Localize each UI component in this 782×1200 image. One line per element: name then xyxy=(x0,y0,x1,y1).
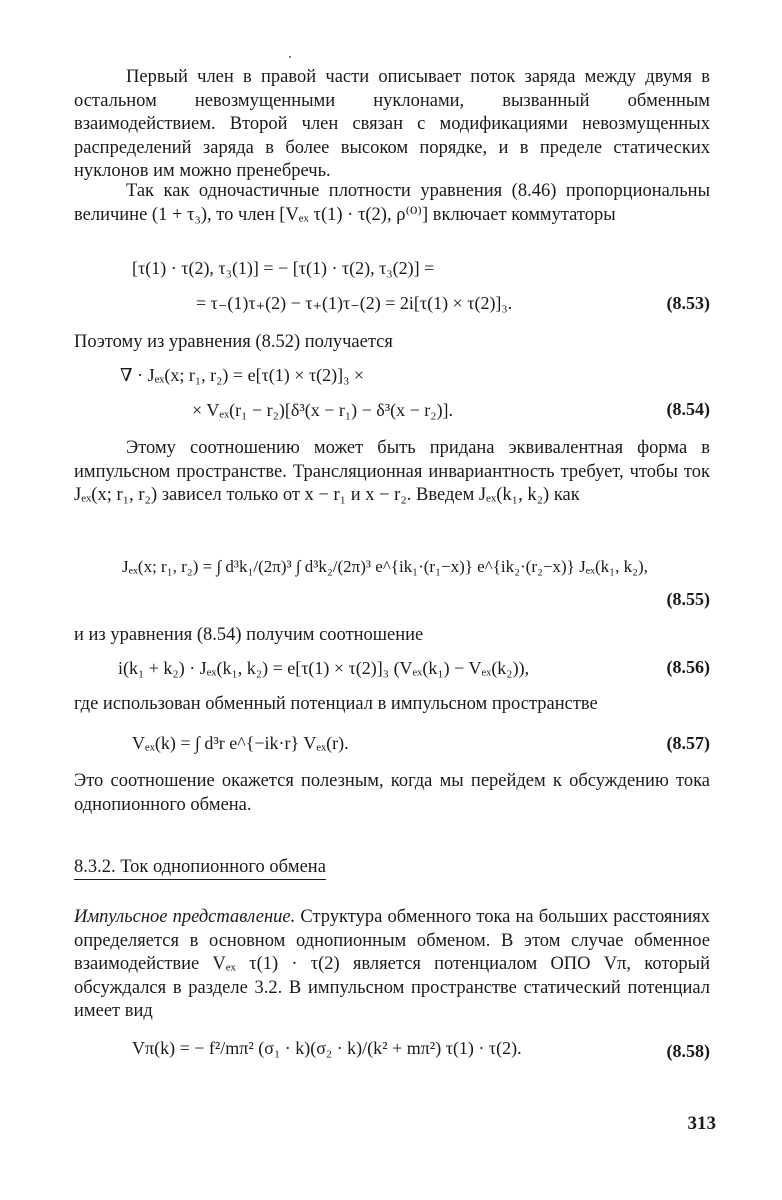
paragraph-text: Так как одночастичные плотности уравнения (8.46) пропорциональны величине (1 + τ₃), то член [Vₑₓ τ(1) · τ(2), ρ⁽⁰⁾] включает коммутаторы xyxy=(74,181,710,225)
equation-number-8-57: (8.57) xyxy=(666,733,710,753)
equation-8-56: i(k₁ + k₂) · Jₑₓ(k₁, k₂) = e[τ(1) × τ(2)]₃ (Vₑₓ(k₁) − Vₑₓ(k₂)), xyxy=(118,658,530,678)
equation-8-54-line1: ∇ · Jₑₓ(x; r₁, r₂) = e[τ(1) × τ(2)]₃ × xyxy=(120,365,365,385)
equation-8-58: Vπ(k) = − f²/mπ² (σ₁ · k)(σ₂ · k)/(k² + mπ²) τ(1) · τ(2). xyxy=(132,1038,522,1058)
section-heading: 8.3.2. Ток однопионного обмена xyxy=(74,857,326,880)
paragraph-therefore xyxy=(74,331,710,355)
paragraph-text: Это соотношение окажется полезным, когда мы перейдем к обсуждению тока однопионного обмена. xyxy=(74,771,710,815)
paragraph-momentum-space xyxy=(74,437,710,508)
equation-number-8-55: (8.55) xyxy=(666,589,710,609)
equation-8-53-line2: = τ₋(1)τ₊(2) − τ₊(1)τ₋(2) = 2i[τ(1) × τ(2)]₃. xyxy=(196,293,513,313)
equation-number-8-56: (8.56) xyxy=(666,657,710,677)
equation-8-54-line2: × Vₑₓ(r₁ − r₂)[δ³(x − r₁) − δ³(x − r₂)]. xyxy=(192,400,454,420)
paragraph-text: и из уравнения (8.54) получим соотношение xyxy=(74,625,424,645)
equation-number-8-58: (8.58) xyxy=(666,1041,710,1061)
paragraph-relation xyxy=(74,624,710,648)
paragraph-text: где использован обменный потенциал в импульсном пространстве xyxy=(74,694,598,714)
paragraph-text: Структура обменного тока на больших расстояниях определяется в основном однопионным обменом. В этом случае обменное взаимодействие Vₑₓ τ(1) · τ(2) является потенциалом ОПО Vπ, который обсуждался в разделе 3.2. В импульсном пространстве статический потенциал имеет вид xyxy=(74,907,710,1021)
equation-8-53-line1: [τ(1) · τ(2), τ₃(1)] = − [τ(1) · τ(2), τ₃(2)] = xyxy=(132,258,435,278)
equation-8-55: Jₑₓ(x; r₁, r₂) = ∫ d³k₁/(2π)³ ∫ d³k₂/(2π)³ e^{ik₁·(r₁−x)} e^{ik₂·(r₂−x)} Jₑₓ(k₁, k₂), xyxy=(122,557,648,576)
equation-number-8-54: (8.54) xyxy=(666,399,710,419)
paragraph-commutators xyxy=(74,180,710,227)
paragraph-ope xyxy=(74,906,710,1024)
page-number: 313 xyxy=(687,1113,716,1134)
equation-number-8-53: (8.53) xyxy=(666,293,710,313)
paragraph-lead: Импульсное представление. xyxy=(74,907,296,927)
scan-speck xyxy=(289,56,291,58)
paragraph-text: Первый член в правой части описывает поток заряда между двумя в остальном невозмущенными нуклонами, вызванный обменным взаимодействием. Второй член связан с модификациями невозмущенных распределений заряда в более высоком порядке, и в пределе статических нуклонов им можно пренебречь. xyxy=(74,67,710,181)
paragraph-exchange-potential xyxy=(74,693,710,717)
paragraph-text: Поэтому из уравнения (8.52) получается xyxy=(74,332,393,352)
paragraph-exchange-current xyxy=(74,66,710,184)
paragraph-text: Этому соотношению может быть придана эквивалентная форма в импульсном пространстве. Трансляционная инвариантность требует, чтобы ток Jₑₓ(x; r₁, r₂) зависел только от x − r₁ и x − r₂. Введем Jₑₓ(k₁, k₂) как xyxy=(74,438,710,505)
paragraph-useful xyxy=(74,770,710,817)
equation-8-57: Vₑₓ(k) = ∫ d³r e^{−ik·r} Vₑₓ(r). xyxy=(132,733,349,753)
